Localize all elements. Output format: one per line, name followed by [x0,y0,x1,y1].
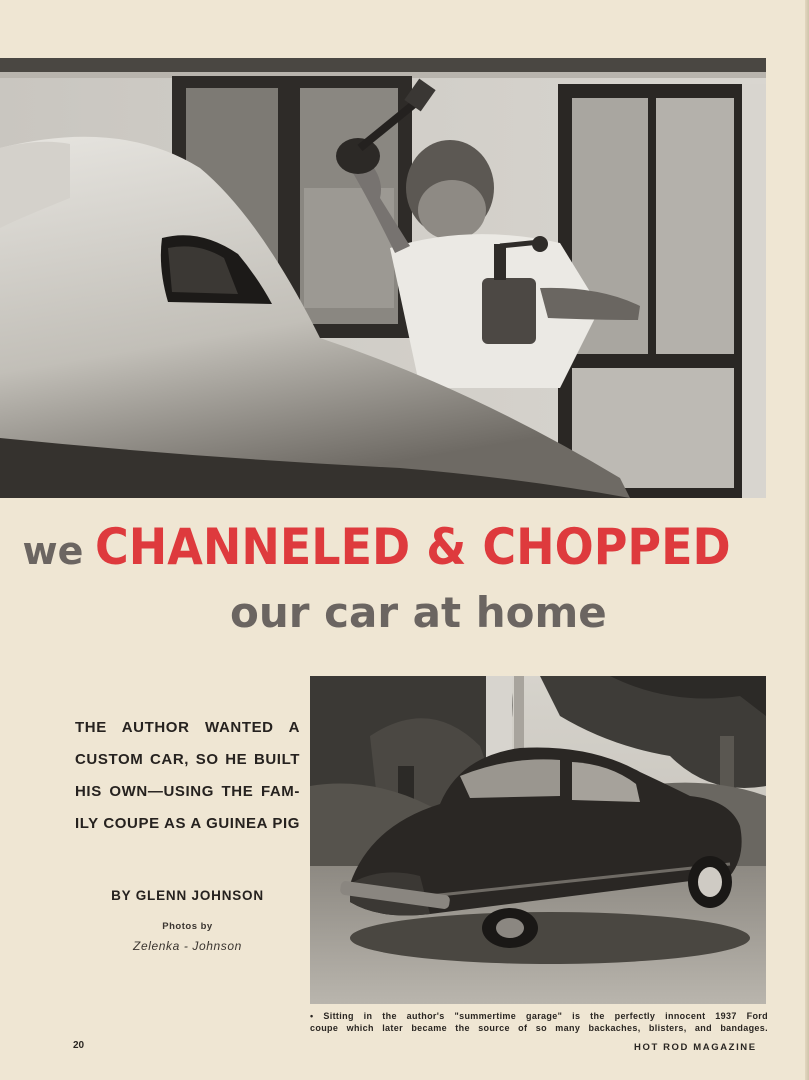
deck-line: ILY COUPE AS A GUINEA PIG [75,815,300,832]
photo-caption [310,1010,768,1034]
headline-emphasis: CHANNELED & CHOPPED [95,518,732,576]
deck-line: THE AUTHOR WANTED A [75,719,300,736]
photo-man-with-hammer-and-blowtorch [0,58,766,498]
deck [75,712,300,840]
headline [0,518,809,588]
photo-credit-label: Photos by [162,921,213,932]
page-number: 20 [73,1040,85,1051]
headline-lead-word: we [22,529,84,573]
magazine-name: HOT ROD MAGAZINE [634,1042,757,1053]
deck-line: HIS OWN—USING THE FAM- [75,783,300,800]
caption-line: coupe which later became the source of so many backaches, blisters, and bandages. [310,1023,768,1033]
deck-line: CUSTOM CAR, SO HE BUILT [75,751,300,768]
caption-line: • Sitting in the author's "summertime garage" is the perfectly innocent 1937 Ford [310,1011,768,1021]
photo-1937-ford-coupe [310,676,766,1004]
headline-subline: our car at home [230,588,607,637]
byline: BY GLENN JOHNSON [111,888,264,903]
photo-credit-names: Zelenka - Johnson [133,939,242,953]
